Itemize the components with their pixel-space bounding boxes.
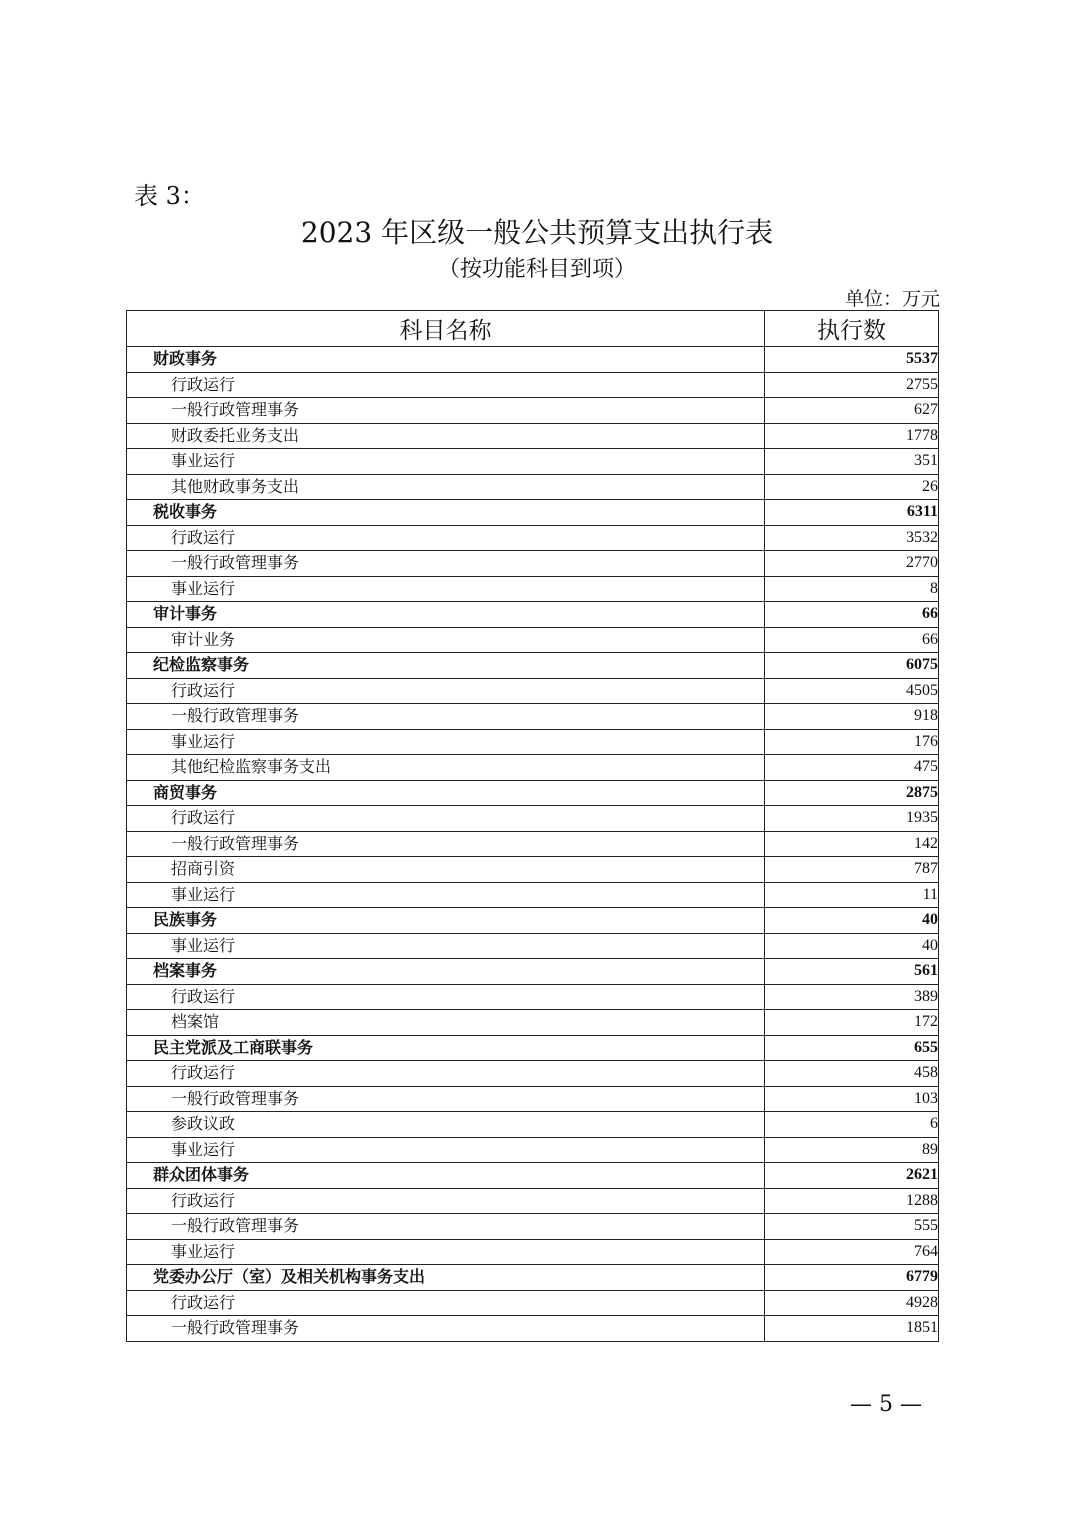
row-value: 8: [765, 576, 939, 602]
row-value: 40: [765, 908, 939, 934]
row-value: 66: [765, 627, 939, 653]
item-row: [127, 576, 939, 602]
column-header-value: 执行数: [765, 311, 939, 347]
row-name: 行政运行: [127, 372, 765, 398]
row-name: 一般行政管理事务: [127, 1214, 765, 1240]
category-row: [127, 500, 939, 526]
row-name: 民族事务: [127, 908, 765, 934]
row-value: 655: [765, 1035, 939, 1061]
item-row: [127, 474, 939, 500]
row-name: 一般行政管理事务: [127, 1316, 765, 1342]
row-name: 招商引资: [127, 857, 765, 883]
row-name: 审计业务: [127, 627, 765, 653]
row-name: 事业运行: [127, 576, 765, 602]
row-name: 一般行政管理事务: [127, 398, 765, 424]
row-name: 其他纪检监察事务支出: [127, 755, 765, 781]
table-body: [127, 347, 939, 1342]
row-value: 918: [765, 704, 939, 730]
row-name: 事业运行: [127, 933, 765, 959]
unit-label: 单位：万元: [844, 288, 940, 310]
row-value: 458: [765, 1061, 939, 1087]
row-name: 民主党派及工商联事务: [127, 1035, 765, 1061]
row-value: 2770: [765, 551, 939, 577]
row-name: 一般行政管理事务: [127, 551, 765, 577]
row-name: 其他财政事务支出: [127, 474, 765, 500]
row-value: 1851: [765, 1316, 939, 1342]
row-value: 2621: [765, 1163, 939, 1189]
row-value: 787: [765, 857, 939, 883]
row-name: 参政议政: [127, 1112, 765, 1138]
category-row: [127, 347, 939, 373]
row-name: 商贸事务: [127, 780, 765, 806]
row-value: 176: [765, 729, 939, 755]
item-row: [127, 857, 939, 883]
row-name: 行政运行: [127, 525, 765, 551]
row-name: 行政运行: [127, 678, 765, 704]
item-row: [127, 1290, 939, 1316]
row-name: 档案事务: [127, 959, 765, 985]
row-name: 一般行政管理事务: [127, 1086, 765, 1112]
row-name: 事业运行: [127, 729, 765, 755]
item-row: [127, 1239, 939, 1265]
item-row: [127, 729, 939, 755]
category-row: [127, 1035, 939, 1061]
row-name: 行政运行: [127, 984, 765, 1010]
row-name: 审计事务: [127, 602, 765, 628]
category-row: [127, 1265, 939, 1291]
item-row: [127, 1061, 939, 1087]
row-name: 一般行政管理事务: [127, 831, 765, 857]
table-label: 表 3：: [134, 182, 205, 210]
item-row: [127, 984, 939, 1010]
item-row: [127, 1316, 939, 1342]
item-row: [127, 678, 939, 704]
row-value: 66: [765, 602, 939, 628]
category-row: [127, 959, 939, 985]
row-value: 142: [765, 831, 939, 857]
row-value: 3532: [765, 525, 939, 551]
row-value: 561: [765, 959, 939, 985]
row-value: 40: [765, 933, 939, 959]
category-row: [127, 602, 939, 628]
category-row: [127, 1163, 939, 1189]
row-name: 财政委托业务支出: [127, 423, 765, 449]
row-name: 财政事务: [127, 347, 765, 373]
row-value: 1288: [765, 1188, 939, 1214]
row-name: 档案馆: [127, 1010, 765, 1036]
row-value: 389: [765, 984, 939, 1010]
page-title: 2023 年区级一般公共预算支出执行表: [300, 216, 774, 249]
item-row: [127, 423, 939, 449]
item-row: [127, 398, 939, 424]
item-row: [127, 1137, 939, 1163]
column-header-name: 科目名称: [127, 311, 765, 347]
item-row: [127, 525, 939, 551]
item-row: [127, 704, 939, 730]
category-row: [127, 780, 939, 806]
row-name: 事业运行: [127, 449, 765, 475]
row-name: 一般行政管理事务: [127, 704, 765, 730]
row-value: 351: [765, 449, 939, 475]
item-row: [127, 831, 939, 857]
row-value: 4505: [765, 678, 939, 704]
row-name: 事业运行: [127, 1239, 765, 1265]
row-name: 事业运行: [127, 1137, 765, 1163]
row-value: 764: [765, 1239, 939, 1265]
budget-table: [126, 310, 939, 1342]
category-row: [127, 908, 939, 934]
row-value: 6: [765, 1112, 939, 1138]
row-value: 627: [765, 398, 939, 424]
row-name: 群众团体事务: [127, 1163, 765, 1189]
item-row: [127, 806, 939, 832]
row-value: 103: [765, 1086, 939, 1112]
item-row: [127, 1188, 939, 1214]
item-row: [127, 449, 939, 475]
row-name: 行政运行: [127, 806, 765, 832]
row-value: 2755: [765, 372, 939, 398]
item-row: [127, 933, 939, 959]
page-subtitle: （按功能科目到项）: [437, 257, 636, 282]
row-name: 党委办公厅（室）及相关机构事务支出: [127, 1265, 765, 1291]
row-value: 11: [765, 882, 939, 908]
row-name: 行政运行: [127, 1061, 765, 1087]
table-header-row: [127, 311, 939, 347]
row-name: 事业运行: [127, 882, 765, 908]
row-value: 89: [765, 1137, 939, 1163]
item-row: [127, 1214, 939, 1240]
item-row: [127, 1010, 939, 1036]
item-row: [127, 551, 939, 577]
row-name: 行政运行: [127, 1290, 765, 1316]
row-value: 5537: [765, 347, 939, 373]
row-value: 555: [765, 1214, 939, 1240]
row-value: 1935: [765, 806, 939, 832]
row-name: 纪检监察事务: [127, 653, 765, 679]
category-row: [127, 653, 939, 679]
row-value: 475: [765, 755, 939, 781]
item-row: [127, 1086, 939, 1112]
row-value: 172: [765, 1010, 939, 1036]
row-name: 行政运行: [127, 1188, 765, 1214]
item-row: [127, 372, 939, 398]
row-value: 2875: [765, 780, 939, 806]
item-row: [127, 627, 939, 653]
row-value: 26: [765, 474, 939, 500]
page-number: — 5 —: [850, 1392, 922, 1417]
item-row: [127, 1112, 939, 1138]
row-value: 6311: [765, 500, 939, 526]
item-row: [127, 755, 939, 781]
row-value: 1778: [765, 423, 939, 449]
row-value: 6779: [765, 1265, 939, 1291]
row-value: 4928: [765, 1290, 939, 1316]
row-name: 税收事务: [127, 500, 765, 526]
item-row: [127, 882, 939, 908]
row-value: 6075: [765, 653, 939, 679]
